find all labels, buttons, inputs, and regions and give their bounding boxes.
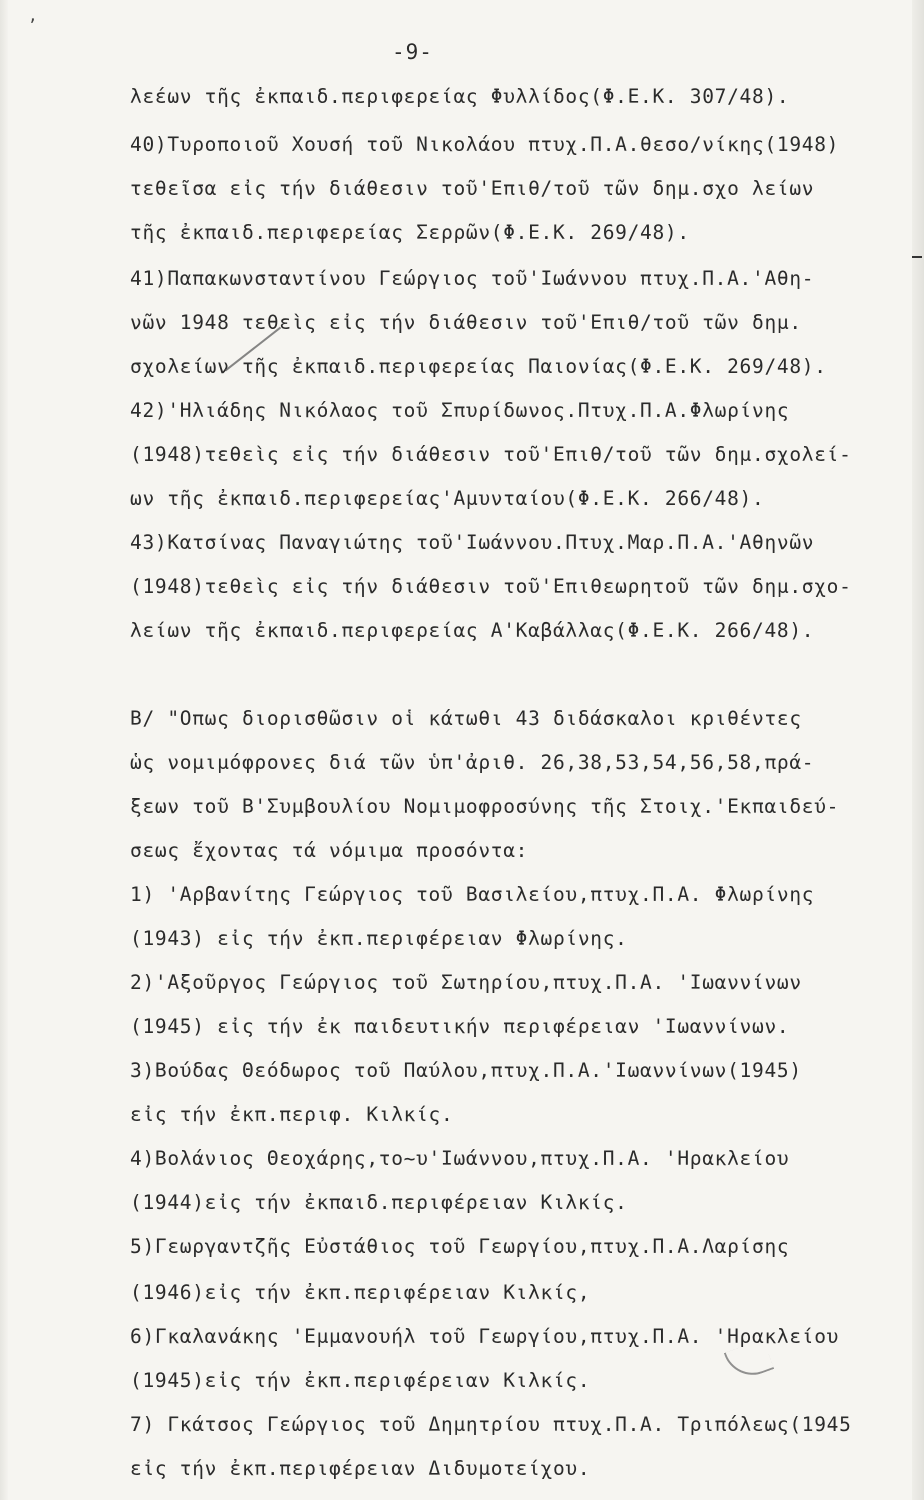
text-line: 42)'Ηλιάδης Νικόλαος τοῦ Σπυρίδωνος.Πτυχ.Π.Α.Φλωρίνης xyxy=(130,399,790,422)
text-line: (1944)εἰς τήν ἐκπαιδ.περιφέρειαν Κιλκίς. xyxy=(130,1191,628,1214)
text-line: 43)Κατσίνας Παναγιώτης τοῦ'Ιωάννου.Πτυχ.Μαρ.Π.Α.'Αθηνῶν xyxy=(130,531,815,554)
page-right-edge-shadow xyxy=(912,0,924,1500)
text-line: ξεων τοῦ Β'Συμβουλίου Νομιμοφροσύνης τῆς Στοιχ.'Εκπαιδεύ- xyxy=(130,795,840,818)
text-line: τεθεῖσα εἰς τήν διάθεσιν τοῦ'Επιθ/τοῦ τῶν δημ.σχο λείων xyxy=(130,177,815,200)
text-line: (1946)εἰς τήν ἐκπ.περιφέρειαν Κιλκίς, xyxy=(130,1281,591,1304)
text-line: εἰς τήν ἐκπ.περιφέρειαν Διδυμοτείχου. xyxy=(130,1457,591,1480)
corner-mark: , xyxy=(28,6,38,25)
text-line: ὡς νομιμόφρονες διά τῶν ὑπ'ἀριθ. 26,38,53,54,56,58,πρά- xyxy=(130,751,815,774)
text-line: (1943) εἰς τήν ἐκπ.περιφέρειαν Φλωρίνης. xyxy=(130,927,628,950)
text-line: σεως ἔχοντας τά νόμιμα προσόντα: xyxy=(130,839,529,862)
text-line: νῶν 1948 τεθεὶς εἰς τήν διάθεσιν τοῦ'Επιθ/τοῦ τῶν δημ. xyxy=(130,311,802,334)
text-line: ων τῆς ἐκπαιδ.περιφερείας'Αμυνταίου(Φ.Ε.Κ. 266/48). xyxy=(130,487,765,510)
text-line: 3)Βούδας Θεόδωρος τοῦ Παύλου,πτυχ.Π.Α.'Ιωαννίνων(1945) xyxy=(130,1059,802,1082)
text-line: 40)Τυροποιοῦ Χουσή τοῦ Νικολάου πτυχ.Π.Α.θεσο/νίκης(1948) xyxy=(130,133,840,156)
text-line: 7) Γκάτσος Γεώργιος τοῦ Δημητρίου πτυχ.Π.Α. Τριπόλεως(1945 xyxy=(130,1413,852,1436)
text-line: (1945)εἰς τήν ἐκπ.περιφέρειαν Κιλκίς. xyxy=(130,1369,591,1392)
text-line: λείων τῆς ἐκπαιδ.περιφερείας Α'Καβάλλας(Φ.Ε.Κ. 266/48). xyxy=(130,619,815,642)
text-line: 2)'Αξοῦργος Γεώργιος τοῦ Σωτηρίου,πτυχ.Π.Α. 'Ιωαννίνων xyxy=(130,971,802,994)
text-line: (1948)τεθεὶς εἰς τήν διάθεσιν τοῦ'Επιθ/τοῦ τῶν δημ.σχολεί- xyxy=(130,443,852,466)
text-line: εἰς τήν ἐκπ.περιφ. Κιλκίς. xyxy=(130,1103,454,1126)
text-line: σχολείων τῆς ἐκπαιδ.περιφερείας Παιονίας(Φ.Ε.Κ. 269/48). xyxy=(130,355,827,378)
text-line: (1945) εἰς τήν ἐκ παιδευτικήν περιφέρειαν 'Ιωαννίνων. xyxy=(130,1015,790,1038)
text-line: 1) 'Αρβανίτης Γεώργιος τοῦ Βασιλείου,πτυχ.Π.Α. Φλωρίνης xyxy=(130,883,815,906)
text-line: λεέων τῆς ἐκπαιδ.περιφερείας Φυλλίδος(Φ.Ε.Κ. 307/48). xyxy=(130,85,790,108)
text-line: 5)Γεωργαντζῆς Εὐστάθιος τοῦ Γεωργίου,πτυχ.Π.Α.Λαρίσης xyxy=(130,1235,790,1258)
text-line: Β/ "Οπως διορισθῶσιν οἱ κάτωθι 43 διδάσκαλοι κριθέντες xyxy=(130,707,802,730)
page-left-edge-shadow xyxy=(0,0,8,1500)
text-line: 41)Παπακωνσταντίνου Γεώργιος τοῦ'Ιωάννου πτυχ.Π.Α.'Αθη- xyxy=(130,267,815,290)
margin-tick-mark xyxy=(912,256,922,258)
text-line: 6)Γκαλανάκης 'Εμμανουήλ τοῦ Γεωργίου,πτυχ.Π.Α. 'Ηρακλείου xyxy=(130,1325,840,1348)
text-line: τῆς ἐκπαιδ.περιφερείας Σερρῶν(Φ.Ε.Κ. 269/48). xyxy=(130,221,690,244)
text-line: 4)Βολάνιος Θεοχάρης,το~υ'Ιωάννου,πτυχ.Π.Α. 'Ηρακλείου xyxy=(130,1147,790,1170)
text-line: (1948)τεθεὶς εἰς τήν διάθεσιν τοῦ'Επιθεωρητοῦ τῶν δημ.σχο- xyxy=(130,575,852,598)
page-number: -9- xyxy=(392,40,433,64)
